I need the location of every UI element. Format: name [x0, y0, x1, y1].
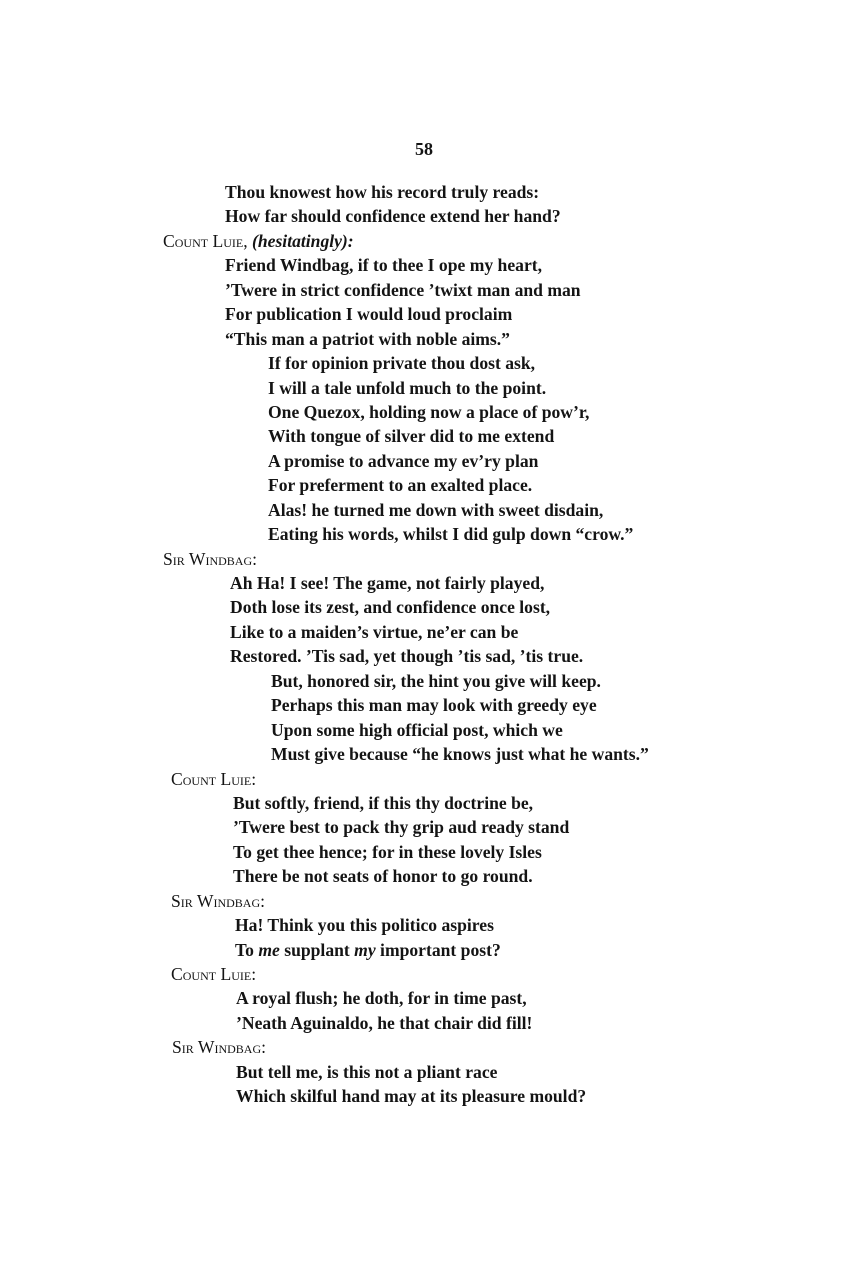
verse-line: A royal flush; he doth, for in time past, [236, 988, 527, 1009]
verse-line: One Quezox, holding now a place of pow’r, [268, 401, 590, 422]
verse-line: For publication I would loud proclaim [225, 304, 513, 325]
speaker-line [0, 547, 848, 571]
speaker-name: Sir Windbag: [163, 548, 258, 569]
verse-line: How far should confidence extend her hand? [225, 206, 561, 227]
verse-line: “This man a patriot with noble aims.” [225, 328, 510, 349]
verse-line: Alas! he turned me down with sweet disdain, [268, 499, 604, 520]
verse-line: There be not seats of honor to go round. [233, 866, 533, 887]
verse-line: ’Neath Aguinaldo, he that chair did fill! [236, 1012, 533, 1033]
verse-line: Like to a maiden’s virtue, ne’er can be [230, 621, 519, 642]
stage-direction: (hesitatingly): [247, 230, 354, 251]
speaker-name: Sir Windbag: [171, 890, 266, 911]
speaker-line [0, 962, 848, 986]
speaker-line [0, 889, 848, 913]
verse-line: Eating his words, whilst I did gulp down “crow.” [268, 524, 634, 545]
verse-line: Must give because “he knows just what he wants.” [271, 744, 649, 765]
verse-line: Ha! Think you this politico aspires [235, 915, 494, 936]
speaker-line [0, 1035, 848, 1059]
verse-line: To get thee hence; for in these lovely Isles [233, 841, 542, 862]
verse-line: Which skilful hand may at its pleasure mould? [236, 1086, 587, 1107]
verse-line: To me supplant my important post? [235, 939, 501, 960]
speaker-line [0, 229, 848, 253]
verse-line: Upon some high official post, which we [271, 719, 563, 740]
verse-line: Ah Ha! I see! The game, not fairly played, [230, 573, 545, 593]
speaker-line [0, 767, 848, 791]
speaker-name: Count Luie: [171, 768, 257, 789]
verse-line: I will a tale unfold much to the point. [268, 377, 547, 398]
verse-line: ’Twere in strict confidence ’twixt man and man [225, 279, 581, 300]
verse-line: But softly, friend, if this thy doctrine be, [233, 792, 534, 813]
verse-line: But, honored sir, the hint you give will keep. [271, 670, 601, 691]
speaker-name: Count Luie: [171, 964, 257, 984]
verse-line: Restored. ’Tis sad, yet though ’tis sad, ’tis true. [230, 646, 584, 667]
speaker-name: Sir Windbag: [172, 1037, 267, 1058]
verse-line: But tell me, is this not a pliant race [236, 1061, 498, 1082]
verse-body [0, 180, 848, 1109]
speaker-name: Count Luie, [163, 230, 248, 251]
verse-line: Thou knowest how his record truly reads: [225, 182, 540, 202]
verse-line: For preferment to an exalted place. [268, 475, 533, 496]
verse-line: If for opinion private thou dost ask, [268, 353, 536, 374]
page-number: 58 [415, 139, 433, 159]
verse-line: A promise to advance my ev’ry plan [268, 450, 539, 471]
verse-line: With tongue of silver did to me extend [268, 426, 555, 447]
verse-line: ’Twere best to pack thy grip aud ready stand [233, 817, 570, 838]
verse-line: Friend Windbag, if to thee I ope my heart, [225, 255, 543, 276]
verse-line: Perhaps this man may look with greedy eye [271, 695, 597, 716]
verse-line: Doth lose its zest, and confidence once lost, [230, 597, 551, 618]
